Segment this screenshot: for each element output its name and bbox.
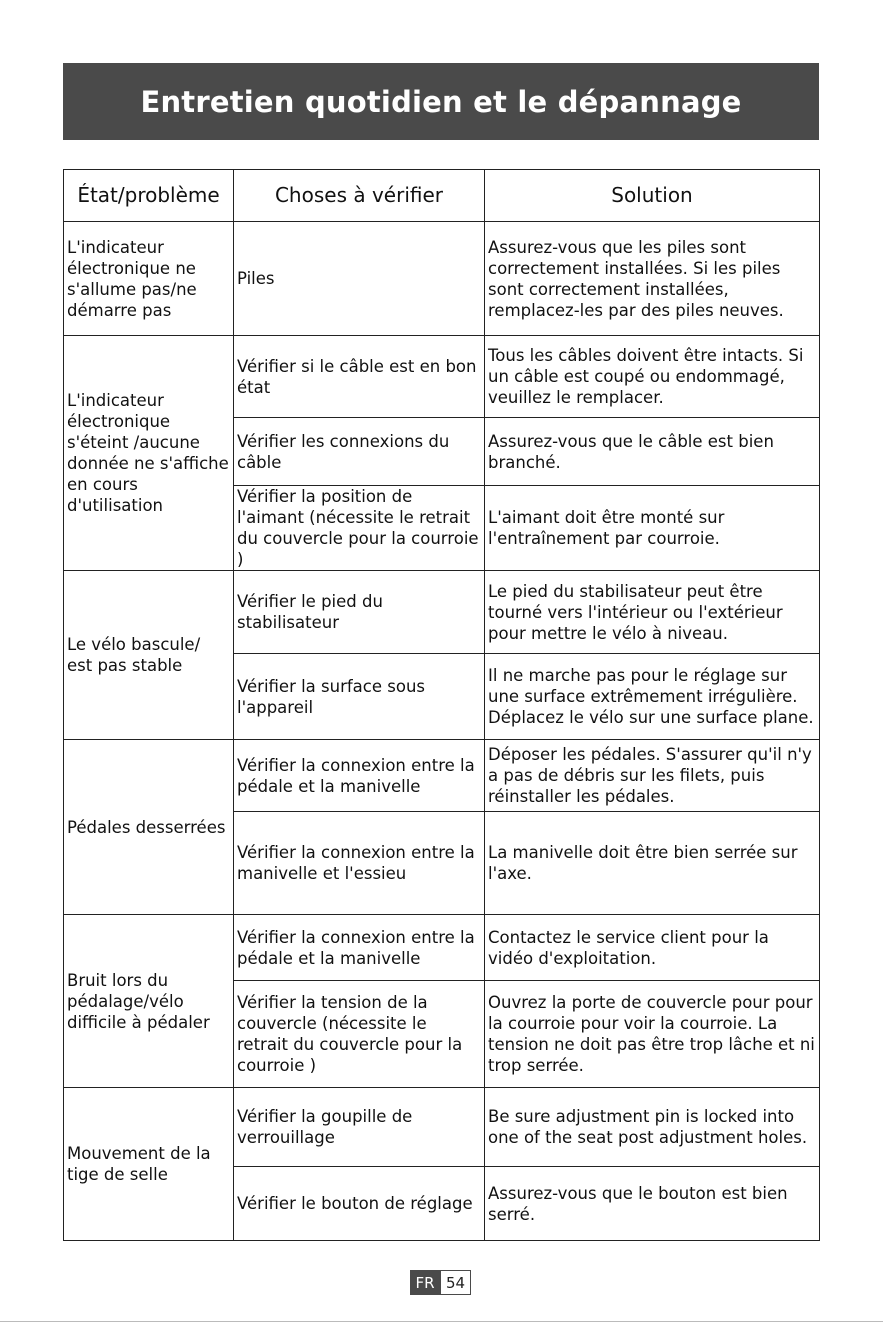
table-row [64,222,820,336]
table-row [64,915,820,981]
check-cell: Vérifier si le câble est en bon état [234,336,485,418]
check-cell: Vérifier la connexion entre la manivelle et l'essieu [234,812,485,915]
solution-cell: L'aimant doit être monté sur l'entraînement par courroie. [485,486,820,571]
check-cell: Vérifier les connexions du câble [234,418,485,486]
page-title: Entretien quotidien et le dépannage [63,63,819,140]
check-cell: Vérifier le pied du stabilisateur [234,571,485,654]
check-cell: Vérifier la position de l'aimant (nécessite le retrait du couvercle pour la courroie ) [234,486,485,571]
page-number-badge [410,1270,471,1295]
problem-cell: Pédales desserrées [64,740,234,915]
check-cell: Vérifier la connexion entre la pédale et la manivelle [234,915,485,981]
solution-cell: Le pied du stabilisateur peut être tourné vers l'intérieur ou l'extérieur pour mettre le vélo à niveau. [485,571,820,654]
header-check: Choses à vérifier [234,170,485,222]
header-solution: Solution [485,170,820,222]
check-cell: Vérifier le bouton de réglage [234,1167,485,1241]
table-row [64,571,820,654]
check-cell: Vérifier la connexion entre la pédale et la manivelle [234,740,485,812]
problem-cell: Bruit lors du pédalage/vélo difficile à pédaler [64,915,234,1088]
check-cell: Vérifier la goupille de verrouillage [234,1088,485,1167]
bottom-divider [0,1321,883,1322]
troubleshooting-table [63,169,820,1241]
header-problem: État/problème [64,170,234,222]
check-cell: Vérifier la tension de la couvercle (nécessite le retrait du couvercle pour la courroie ) [234,981,485,1088]
solution-cell: Il ne marche pas pour le réglage sur une surface extrêmement irrégulière. Déplacez le vélo sur une surface plane. [485,654,820,740]
solution-cell: Assurez-vous que le câble est bien branché. [485,418,820,486]
problem-cell: L'indicateur électronique s'éteint /aucune donnée ne s'affiche en cours d'utilisation [64,336,234,571]
check-cell: Piles [234,222,485,336]
table-header-row [64,170,820,222]
solution-cell: Déposer les pédales. S'assurer qu'il n'y a pas de débris sur les filets, puis réinstaller les pédales. [485,740,820,812]
page-number: 54 [440,1270,471,1295]
problem-cell: L'indicateur électronique ne s'allume pas/ne démarre pas [64,222,234,336]
solution-cell: Be sure adjustment pin is locked into one of the seat post adjustment holes. [485,1088,820,1167]
check-cell: Vérifier la surface sous l'appareil [234,654,485,740]
solution-cell: Tous les câbles doivent être intacts. Si un câble est coupé ou endommagé, veuillez le remplacer. [485,336,820,418]
solution-cell: Ouvrez la porte de couvercle pour pour la courroie pour voir la courroie. La tension ne doit pas être trop lâche et ni trop serrée. [485,981,820,1088]
solution-cell: Assurez-vous que les piles sont correctement installées. Si les piles sont correctement installées, remplacez-les par des piles neuves. [485,222,820,336]
solution-cell: La manivelle doit être bien serrée sur l'axe. [485,812,820,915]
table-row [64,740,820,812]
solution-cell: Contactez le service client pour la vidéo d'exploitation. [485,915,820,981]
problem-cell: Le vélo bascule/ est pas stable [64,571,234,740]
problem-cell: Mouvement de la tige de selle [64,1088,234,1241]
table-row [64,1088,820,1167]
solution-cell: Assurez-vous que le bouton est bien serré. [485,1167,820,1241]
language-tag: FR [410,1270,440,1295]
table-row [64,336,820,418]
